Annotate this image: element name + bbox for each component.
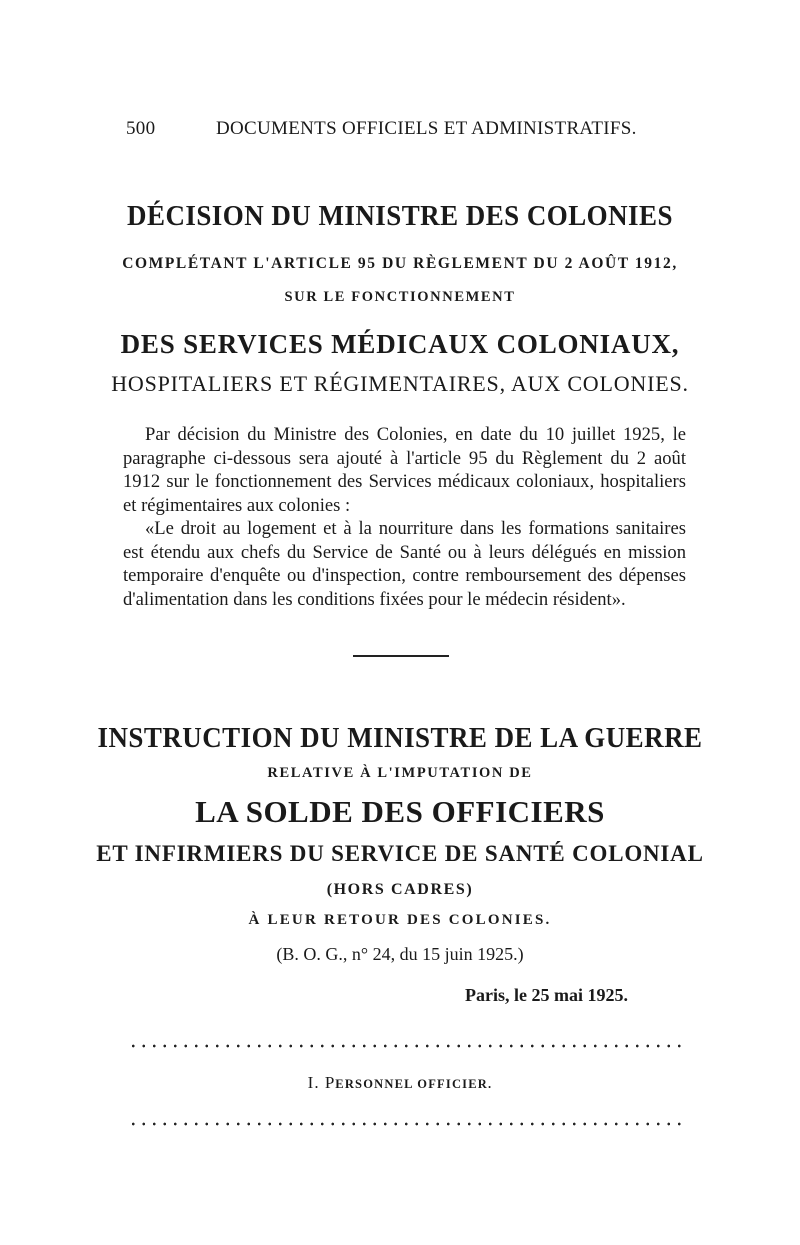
- running-header: [126, 118, 686, 140]
- decision-paragraph-1: Par décision du Ministre des Colonies, en date du 10 juillet 1925, le paragraphe ci-dessous sera ajouté à l'article 95 du Règlement du 2 août 1912 sur le fonctionnement des Services médicaux coloniaux, hospitaliers et régimentaires aux colonies :: [123, 424, 686, 516]
- instruction-subtitle-line-2: LA SOLDE DES OFFICIERS: [195, 794, 605, 829]
- running-title: DOCUMENTS OFFICIELS ET ADMINISTRATIFS.: [216, 118, 637, 139]
- section-number: I.: [307, 1073, 320, 1092]
- decision-subtitle-line-3: DES SERVICES MÉDICAUX COLONIAUX,: [120, 329, 680, 359]
- section-title-initial: P: [324, 1073, 336, 1092]
- section-divider: [353, 655, 449, 657]
- decision-title: DÉCISION DU MINISTRE DES COLONIES: [127, 200, 673, 232]
- decision-subtitle-line-4: HOSPITALIERS ET RÉGIMENTAIRES, AUX COLONIES.: [111, 371, 689, 396]
- instruction-subtitle-line-3: ET INFIRMIERS DU SERVICE DE SANTÉ COLONIAL: [96, 841, 704, 866]
- decision-paragraph-2: «Le droit au logement et à la nourriture dans les formations sanitaires est étendu aux chefs du Service de Santé ou à leurs délégués en mission temporaire d'enquête ou d'inspection, contre remboursement des dépenses d'alimentation dans les conditions fixées pour le médecin résident».: [123, 518, 686, 610]
- instruction-title: INSTRUCTION DU MINISTRE DE LA GUERRE: [97, 722, 703, 754]
- instruction-subtitle-line-5: À LEUR RETOUR DES COLONIES.: [248, 912, 552, 928]
- dateline: Paris, le 25 mai 1925.: [465, 985, 628, 1005]
- decision-subtitle-line-2: SUR LE FONCTIONNEMENT: [284, 289, 516, 305]
- ellipsis-line-top: [128, 1044, 683, 1048]
- section-heading: [0, 1073, 800, 1093]
- section-title-rest: ERSONNEL OFFICIER.: [335, 1077, 493, 1091]
- ellipsis-line-bottom: [128, 1122, 683, 1126]
- decision-subtitle-line-1: COMPLÉTANT L'ARTICLE 95 DU RÈGLEMENT DU 2 AOÛT 1912,: [122, 255, 678, 272]
- decision-body: [123, 423, 686, 611]
- instruction-subtitle-line-4: (HORS CADRES): [326, 881, 474, 898]
- instruction-subtitle-line-1: RELATIVE À L'IMPUTATION DE: [267, 765, 533, 781]
- instruction-citation: (B. O. G., n° 24, du 15 juin 1925.): [276, 944, 524, 964]
- page-number: 500: [126, 118, 156, 139]
